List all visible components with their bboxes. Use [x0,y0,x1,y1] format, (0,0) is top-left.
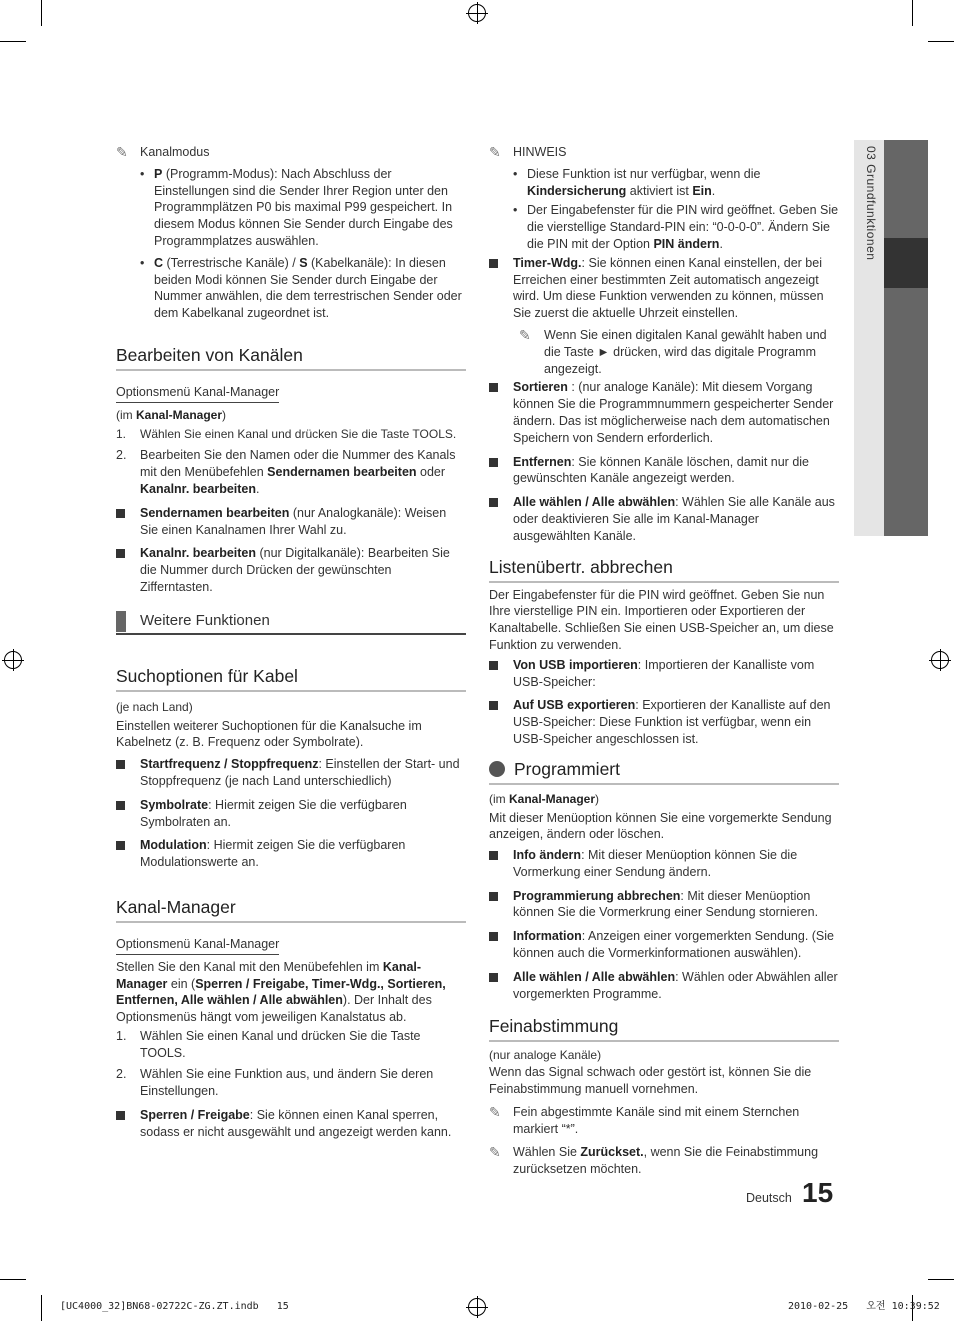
subsection-weitere: Weitere Funktionen [116,611,466,635]
list-item: Sperren / Freigabe: Sie können einen Kanal sperren, sodass er nicht ausgewählt und angezeigt werden kann. [116,1107,466,1141]
pencil-note-icon: ✎ [519,326,531,343]
section-title-bearbeiten: Bearbeiten von Kanälen [116,344,466,371]
right-column [489,140,839,1178]
crop-mark [928,1279,954,1280]
registration-mark-icon [931,651,949,669]
list-item: Von USB importieren: Importieren der Kanalliste vom USB-Speicher: [489,657,839,691]
chapter-sidebar [854,140,928,536]
paragraph: (im Kanal-Manager) [489,791,600,806]
section-title-kanalmanager: Kanal-Manager [116,896,466,923]
list-item: Alle wählen / Alle abwählen: Wählen oder Abwählen aller vorgemerkten Programme. [489,969,839,1003]
section-title-programmiert: Programmiert [489,758,839,785]
step: 2. Bearbeiten Sie den Namen oder die Nummer des Kanals mit den Menübefehlen Sendernamen bearbeiten oder Kanalnr. bearbeiten. [116,448,456,496]
pencil-note-icon: ✎ [489,144,501,160]
footer-language: Deutsch [746,1191,792,1205]
paragraph: (je nach Land) [116,699,193,714]
list-item: Symbolrate: Hiermit zeigen Sie die verfügbaren Symbolraten an. [116,797,466,831]
paragraph: (nur analoge Kanäle) [489,1048,602,1063]
left-column [116,140,466,1141]
list-item: Programmierung abbrechen: Mit dieser Menüoption können Sie die Vormerkrung einer Sendung stornieren. [489,888,839,922]
chapter-label: 03 Grundfunktionen [863,146,878,261]
clock-icon [489,761,505,777]
list-item: Entfernen: Sie können Kanäle löschen, damit nur die gewünschten Kanäle angezeigt werden. [489,454,839,488]
list-item: Sortieren : (nur analoge Kanäle): Mit diesem Vorgang können Sie die Programmnummern gespeicherter Sender ändern. Das ist möglicherweise nach dem automatischen Speichern von Sendern erforderlich. [489,379,839,446]
list-item: Kanalnr. bearbeiten (nur Digitalkanäle): Bearbeiten Sie die Nummer durch Drücken der gewünschten Zifferntasten. [116,545,466,595]
list-item: • P (Programm-Modus): Nach Abschluss der Einstellungen sind die Sender Ihrer Region unter den Programmplätzen P0 bis maximal P99 gespeichert. In diesem Modus können Sie Sender durch Eingabe des Programmplatzes auswählen. [140,166,466,250]
list-item: Startfrequenz / Stoppfrequenz: Einstellen der Start- und Stoppfrequenz (je nach Land unterschiedlich) [116,756,466,790]
list-item: Modulation: Hiermit zeigen Sie die verfügbaren Modulationswerte an. [116,837,466,871]
registration-mark-icon [468,4,486,22]
print-date-info: 2010-02-25 오전 10:39:52 [788,1301,940,1312]
crop-mark [928,41,954,42]
paragraph: (im Kanal-Manager) [116,407,227,422]
list-item: • Diese Funktion ist nur verfügbar, wenn die Kindersicherung aktiviert ist Ein. [513,166,839,200]
list-item: Info ändern: Mit dieser Menüoption können Sie die Vormerkung einer Sendung ändern. [489,847,839,881]
registration-mark-icon [4,651,22,669]
list-item: Timer-Wdg.: Sie können einen Kanal einstellen, der bei Erreichen einer bestimmten Zeit automatisch angezeigt wird. Um diese Funktion verwenden zu können, müssen Sie zuerst die aktuelle Uhrzeit einstellen. [489,255,839,322]
section-title-suchoptionen: Suchoptionen für Kabel [116,665,466,692]
step: 2. Wählen Sie eine Funktion aus, und ändern Sie deren Einstellungen. [116,1067,434,1099]
note: ✎ Fein abgestimmte Kanäle sind mit einem Sternchen markiert “*”. [489,1103,800,1136]
note-timer: ✎ Wenn Sie einen digitalen Kanal gewählt haben und die Taste ► drücken, wird das digitale Programm angezeigt. [519,326,827,376]
list-item: • Der Eingabefenster für die PIN wird geöffnet. Geben Sie die vierstellige Standard-PIN ein: “0-0-0-0”. Ändern Sie die PIN mit der Option PIN ändern. [513,202,839,252]
step: 1. Wählen Sie einen Kanal und drücken Sie die Taste TOOLS. [116,426,457,441]
list-item: Information: Anzeigen einer vorgemerkten Sendung. (Sie können auch die Vormerkinformationen auswählen). [489,928,839,962]
print-file-info: [UC4000_32]BN68-02722C-ZG.ZT.indb 15 [60,1301,289,1312]
note: ✎ Wählen Sie Zurückset., wenn Sie die Feinabstimmung zurücksetzen möchten. [489,1144,819,1177]
paragraph: Der Eingabefenster für die PIN wird geöffnet. Geben Sie nun Ihre vierstellige PIN ein. Importieren oder Exportieren der Kanaltabelle. Schließen Sie einen USB-Speicher an, um diese Funktion zu verwenden. [489,587,834,652]
paragraph: Wenn das Signal schwach oder gestört ist, können Sie die Feinabstimmung manuell vornehmen. [489,1065,812,1097]
crop-mark [0,41,26,42]
subheading: Optionsmenü Kanal-Manager [116,384,279,403]
list-item: • C (Terrestrische Kanäle) / S (Kabelkanäle): In diesen beiden Modi können Sie Sender durch Eingabe der Nummer anwählen, die dem terrestrischen Sender oder dem Kabelkanal zugeordnet ist. [140,255,466,322]
page-number: 15 [802,1177,834,1208]
section-title-feinabstimmung: Feinabstimmung [489,1015,839,1042]
pencil-note-icon: ✎ [116,144,128,160]
registration-mark-icon [468,1298,486,1316]
paragraph: Stellen Sie den Kanal mit den Menübefehlen im Kanal-Manager ein (Sperren / Freigabe, Timer-Wdg., Sortieren, Entfernen, Alle wählen / Alle abwählen). Der Inhalt des Optionsmenüs hängt vom jeweiligen Kanalstatus ab. [116,959,446,1025]
crop-mark [41,1295,42,1321]
section-title-listen: Listenübertr. abbrechen [489,556,839,583]
pencil-note-icon: ✎ [489,1144,501,1161]
paragraph: Mit dieser Menüoption können Sie eine vorgemerkte Sendung anzeigen, ändern oder löschen. [489,810,832,842]
list-item: Sendernamen bearbeiten (nur Analogkanäle): Weisen Sie einen Kanalnamen Ihrer Wahl zu. [116,505,466,539]
note-kanalmodus: ✎ Kanalmodus [116,144,210,160]
step: 1. Wählen Sie einen Kanal und drücken Sie die Taste TOOLS. [116,1028,421,1060]
crop-mark [0,1279,26,1280]
pencil-note-icon: ✎ [489,1103,501,1120]
list-item: Alle wählen / Alle abwählen: Wählen Sie alle Kanäle aus oder deaktivieren Sie alle im Kanal-Manager ausgewählten Kanäle. [489,494,839,544]
list-item: Auf USB exportieren: Exportieren der Kanalliste auf den USB-Speicher: Diese Funktion ist verfügbar, wenn ein USB-Speicher angeschlossen ist. [489,697,839,747]
note-hinweis: ✎ HINWEIS [489,144,567,160]
crop-mark [41,0,42,26]
crop-mark [912,0,913,26]
subheading: Optionsmenü Kanal-Manager [116,936,279,955]
paragraph: Einstellen weiterer Suchoptionen für die Kanalsuche im Kabelnetz (z. B. Frequenz oder Symbolrate). [116,718,422,750]
